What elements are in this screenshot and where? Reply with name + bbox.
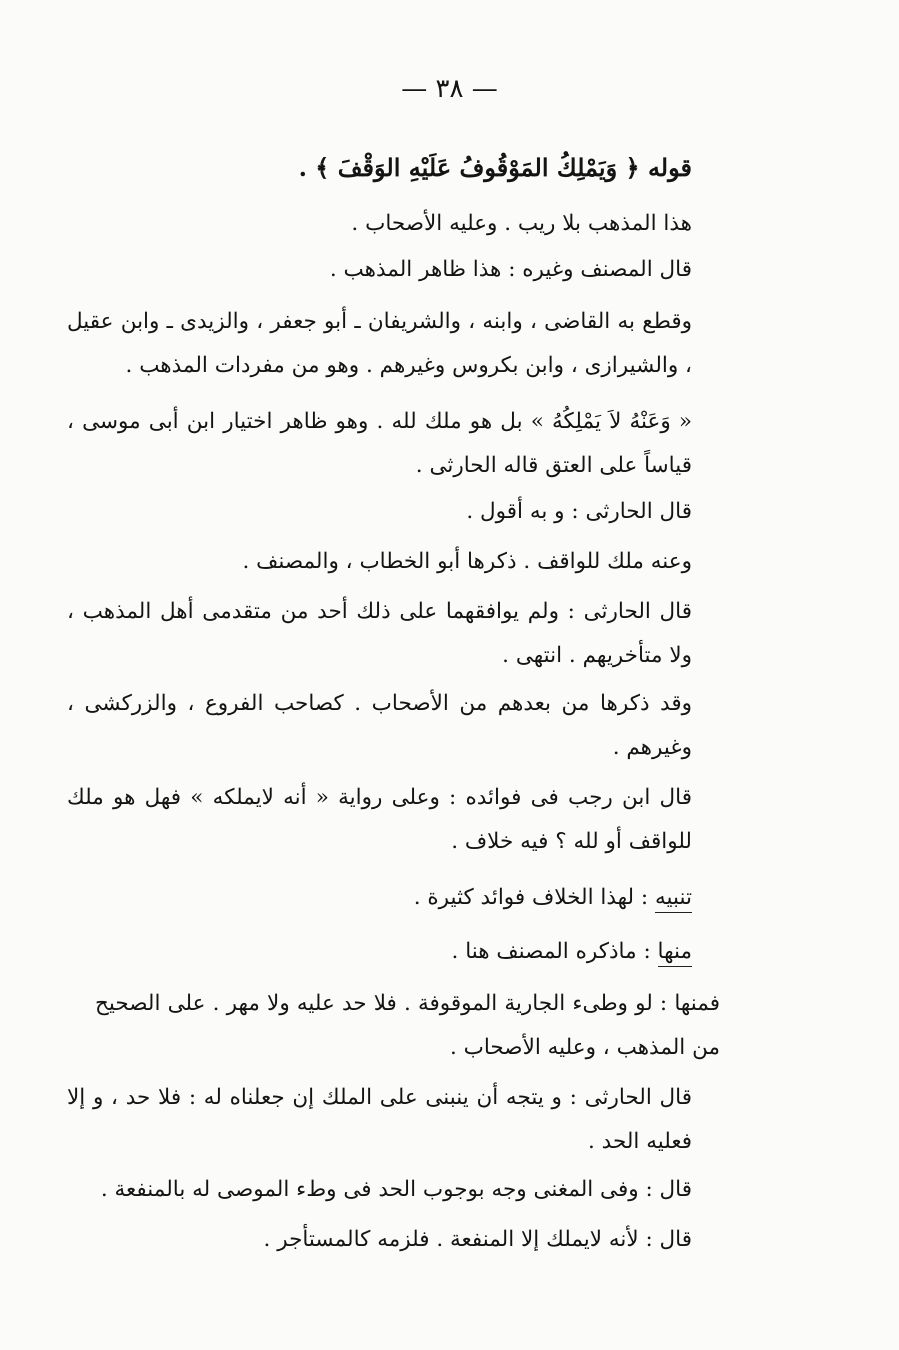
paragraph-text: فمنها : لو وطىء الجارية الموقوفة . فلا حد عليه ولا مهر . على الصحيح من المذهب ، وعليه الأصحاب . [95,991,720,1060]
paragraph [67,202,720,246]
paragraph-text: قال المصنف وغيره : هذا ظاهر المذهب . [329,257,692,282]
paragraph-text: وقد ذكرها من بعدهم من الأصحاب . كصاحب الفروع ، والزركشى ، وغيرهم . [67,691,692,760]
paragraph [67,400,720,488]
paragraph-text: وقطع به القاضى ، وابنه ، والشريفان ـ أبو جعفر ، والزيدى ـ وابن عقيل ، والشيرازى ، وابن بكروس وغيرهم . وهو من مفردات المذهب . [67,309,692,378]
paragraph-text: قال ابن رجب فى فوائده : وعلى رواية « أنه لايملكه » فهل هو ملك للواقف أو لله ؟ فيه خلاف . [67,785,692,854]
paragraph [264,1218,692,1262]
paragraph [67,540,720,584]
paragraph-text: قال الحارثى : ولم يوافقهما على ذلك أحد من متقدمى أهل المذهب ، ولا متأخريهم . انتهى . [67,599,692,668]
paragraph-minha [67,930,720,974]
paragraph-text: قوله ﴿ وَيَمْلِكُ المَوْقُوفُ عَلَيْهِ الوَقْفَ ﴾ . [298,153,692,182]
paragraph [67,1076,720,1164]
paragraph-text: قال الحارثى : و يتجه أن ينبنى على الملك إن جعلناه له : فلا حد ، و إلا فعليه الحد . [67,1085,692,1154]
paragraph [67,490,720,534]
paragraph [67,248,720,292]
paragraph-text: قال : وفى المغنى وجه بوجوب الحد فى وطء الموصى له بالمنفعة . [100,1177,692,1202]
paragraph-text: قال الحارثى : و به أقول . [466,499,692,524]
page-number: — ٣٨ — [401,74,498,104]
paragraph-tanbih [67,876,720,920]
paragraph [67,776,720,864]
paragraph-heading [67,146,720,190]
underlined-lead: منها [658,939,692,967]
paragraph-text: « وَعَنْهُ لاَ يَمْلِكُهُ » بل هو ملك لله . وهو ظاهر اختيار ابن أبى موسى ، قياساً على العتق قاله الحارثى . [67,409,692,478]
paragraph [101,1168,692,1212]
paragraph [67,682,720,770]
paragraph [67,300,720,388]
paragraph-text: قال : لأنه لايملك إلا المنفعة . فلزمه كالمستأجر . [263,1227,692,1252]
paragraph-text: هذا المذهب بلا ريب . وعليه الأصحاب . [351,211,692,236]
underlined-lead: تنبيه [655,885,692,913]
paragraph-text: : ماذكره المصنف هنا . [451,939,658,964]
paragraph-text: وعنه ملك للواقف . ذكرها أبو الخطاب ، والمصنف . [242,549,692,574]
paragraph [67,590,720,678]
paragraph-text: : لهذا الخلاف فوائد كثيرة . [413,885,656,910]
paragraph [95,982,720,1070]
